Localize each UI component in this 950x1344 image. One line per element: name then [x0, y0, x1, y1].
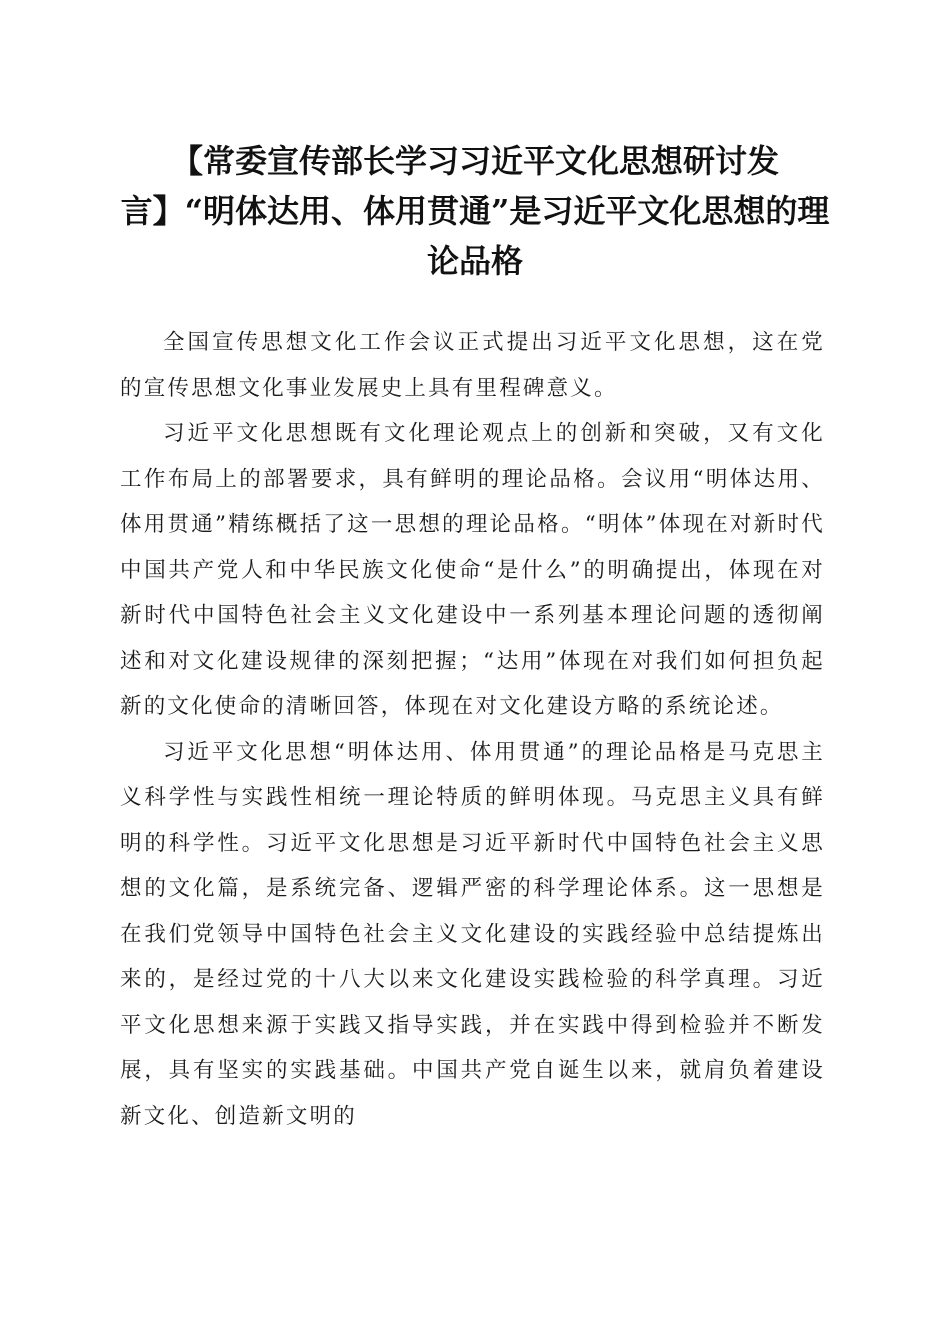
paragraph: 全国宣传思想文化工作会议正式提出习近平文化思想，这在党的宣传思想文化事业发展史上具有里程碑意义。	[120, 330, 825, 401]
document-body	[120, 320, 825, 1139]
document-title: 【常委宣传部长学习习近平文化思想研讨发言】“明体达用、体用贯通”是习近平文化思想的理论品格	[120, 142, 830, 280]
paragraph: 习近平文化思想既有文化理论观点上的创新和突破，又有文化工作布局上的部署要求，具有鲜明的理论品格。会议用“明体达用、体用贯通”精练概括了这一思想的理论品格。“明体”体现在对新时代中国共产党人和中华民族文化使命“是什么”的明确提出，体现在对新时代中国特色社会主义文化建设中一系列基本理论问题的透彻阐述和对文化建设规律的深刻把握；“达用”体现在对我们如何担负起新的文化使命的清晰回答，体现在对文化建设方略的系统论述。	[120, 421, 825, 719]
paragraph: 习近平文化思想“明体达用、体用贯通”的理论品格是马克思主义科学性与实践性相统一理论特质的鲜明体现。马克思主义具有鲜明的科学性。习近平文化思想是习近平新时代中国特色社会主义思想的文化篇，是系统完备、逻辑严密的科学理论体系。这一思想是在我们党领导中国特色社会主义文化建设的实践经验中总结提炼出来的，是经过党的十八大以来文化建设实践检验的科学真理。习近平文化思想来源于实践又指导实践，并在实践中得到检验并不断发展，具有坚实的实践基础。中国共产党自诞生以来，就肩负着建设新文化、创造新文明的	[120, 739, 825, 1129]
